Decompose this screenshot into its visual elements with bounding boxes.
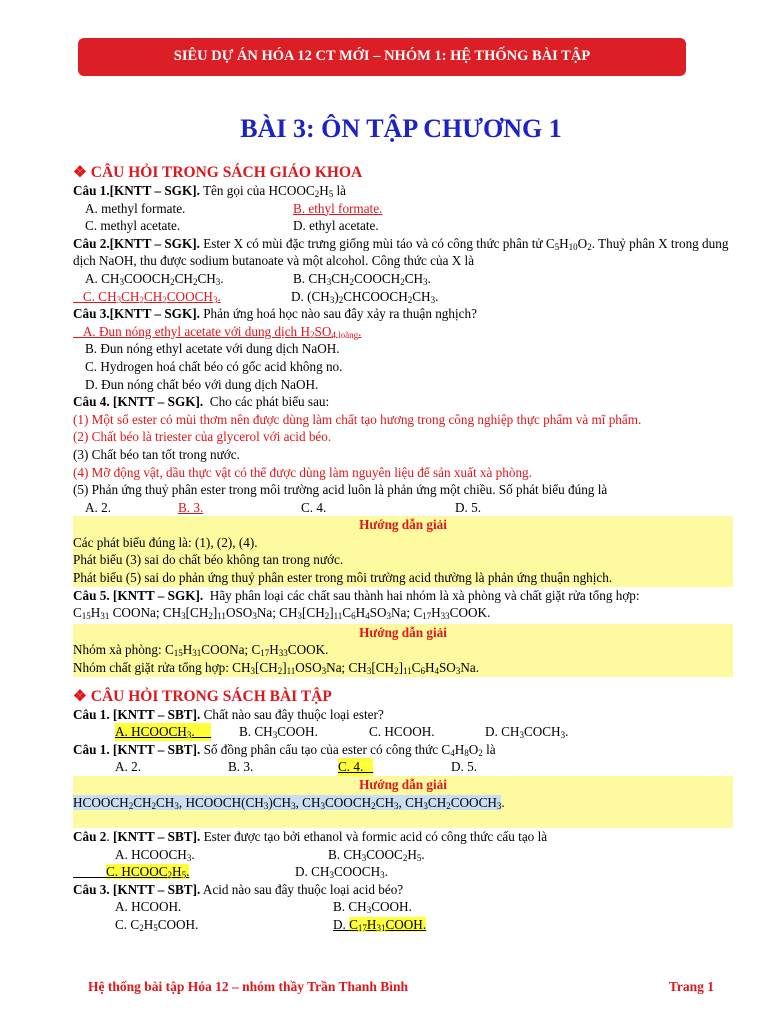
question: Câu 3. [KNTT – SBT]. Acid nào sau đây thuộc loại acid béo?	[73, 881, 404, 897]
statement: (2) Chất béo là triester của glycerol với acid béo.	[73, 429, 332, 445]
options: C. $HCOOC_2H_5$. D. $CH_3COOCH_3$.	[105, 864, 388, 881]
guide-title: Hướng dẫn giải	[359, 777, 447, 792]
options: A. methyl formate. B. ethyl formate.	[85, 200, 383, 216]
options: A. $HCOOCH_3$. B. $CH_3COOH$. C. HCOOH. D. $CH_3COCH_3$.	[115, 724, 569, 741]
statement: (1) Một số ester có mùi thơm nên được dùng làm chất tạo hương trong công nghiệp thực phẩm và mĩ phẩm.	[73, 411, 642, 427]
question: Câu 1. [KNTT – SBT]. Chất nào sau đây thuộc loại ester?	[73, 706, 384, 722]
options: A. $CH_3COOCH_2CH_2CH_3$. B. $CH_3CH_2COOCH_2CH_3$.	[85, 270, 431, 287]
option: B. Đun nóng ethyl acetate với dung dịch NaOH.	[85, 341, 340, 357]
answer-guide: Hướng dẫn giải $HCOOCH_2CH_2CH_3$, $HCOOCH(CH_3)CH_3$, $CH_3COOCH_2CH_3$, $CH_3CH_2COOCH_3$.	[73, 776, 733, 828]
options: C. methyl acetate. D. ethyl acetate.	[85, 218, 379, 234]
statement: (4) Mỡ động vật, dầu thực vật có thể được dùng làm nguyên liệu để sản xuất xà phòng.	[73, 464, 532, 480]
page-title: BÀI 3: ÔN TẬP CHƯƠNG 1	[240, 114, 562, 143]
question: Câu 2.[KNTT – SGK]. Ester X có mùi đặc trưng giống mùi táo và có công thức phân tử $C_5H_{10}O_2$. Thuỷ phân X trong dung dịch NaOH, thu được sodium butanoate và một alcohol. Công thức của X là	[73, 235, 729, 269]
question: Câu 4. [KNTT – SGK]. Cho các phát biểu sau:	[73, 394, 330, 410]
statement: (5) Phản ứng thuỷ phân ester trong môi trường acid luôn là phản ứng một chiều. Số phát biểu đúng là	[73, 482, 608, 498]
page-footer	[88, 978, 714, 996]
diamond-icon: ❖	[73, 687, 87, 705]
footer-left: Hệ thống bài tập Hóa 12 – nhóm thầy Trần Thanh Bình	[88, 979, 408, 994]
section-heading-sgk: ❖ CÂU HỎI TRONG SÁCH GIÁO KHOA	[73, 164, 363, 181]
answer-guide: Hướng dẫn giải Nhóm xà phòng: $C_{15}H_{31}COONa$; $C_{17}H_{33}COOK$. Nhóm chất giặt rửa tổng hợp: $CH_3[CH_2]_{11}OSO_3Na$; $CH_3[CH_2]_{11}C_6H_4SO_3Na$.	[73, 624, 733, 677]
header-banner: SIÊU DỰ ÁN HÓA 12 CT MỚI – NHÓM 1: HỆ THỐNG BÀI TẬP	[78, 38, 686, 76]
diamond-icon: ❖	[73, 164, 87, 181]
question: Câu 5. [KNTT – SGK]. Hãy phân loại các chất sau thành hai nhóm là xà phòng và chất giặt rửa tổng hợp:	[73, 587, 640, 603]
answer-guide: Hướng dẫn giải Các phát biểu đúng là: (1), (2), (4). Phát biểu (3) sai do chất béo không tan trong nước. Phát biểu (5) sai do phản ứng thuỷ phân ester trong môi trường acid thường là phản ứng thuận nghịch.	[73, 516, 733, 586]
options: A. 2. B. 3. C. 4. D. 5.	[85, 499, 482, 515]
question: Câu 1.[KNTT – SGK]. Tên gọi của $HCOOC_2H_5$ là	[73, 183, 347, 199]
options: A. HCOOH. B. $CH_3COOH$.	[115, 899, 412, 916]
statement: (3) Chất béo tan tốt trong nước.	[73, 446, 240, 462]
option: C. Hydrogen hoá chất béo có gốc acid không no.	[85, 358, 343, 374]
option: A. Đun nóng ethyl acetate với dung dịch $H_2SO_{4 loãng}$.	[73, 323, 362, 340]
document-body	[73, 163, 733, 934]
question: Câu 3.[KNTT – SGK]. Phản ứng hoá học nào sau đây xảy ra thuận nghịch?	[73, 306, 477, 322]
question: $C_{15}H_{31}$ COONa; $CH_3[CH_2]_{11}OSO_3Na$; $CH_3[CH_2]_{11}C_6H_4SO_3Na$; $C_{17}H_{33}COOK$.	[73, 605, 491, 622]
options: C. $CH_3CH_2CH_2COOCH_3$. D. $(CH_3)_2CHCOOCH_2CH_3$.	[73, 288, 439, 305]
question: Câu 1. [KNTT – SBT]. Số đồng phân cấu tạo của ester có công thức $C_4H_8O_2$ là	[73, 741, 496, 758]
section-heading-sbt: ❖ CÂU HỎI TRONG SÁCH BÀI TẬP	[73, 687, 332, 705]
page-number: Trang 1	[668, 979, 714, 994]
options: A. 2. B. 3. C. 4. D. 5.	[115, 759, 478, 775]
option: D. Đun nóng chất béo với dung dịch NaOH.	[85, 376, 319, 392]
guide-title: Hướng dẫn giải	[359, 624, 447, 640]
options: C. $C_2H_5COOH$. D. $C_{17}H_{31}COOH$.	[115, 916, 427, 933]
guide-title: Hướng dẫn giải	[359, 517, 447, 533]
question: Câu 2. [KNTT – SBT]. Ester được tạo bởi ethanol và formic acid có công thức cấu tạo là	[73, 829, 548, 844]
options: A. $HCOOCH_3$. B. $CH_3COOC_2H_5$.	[115, 846, 425, 863]
